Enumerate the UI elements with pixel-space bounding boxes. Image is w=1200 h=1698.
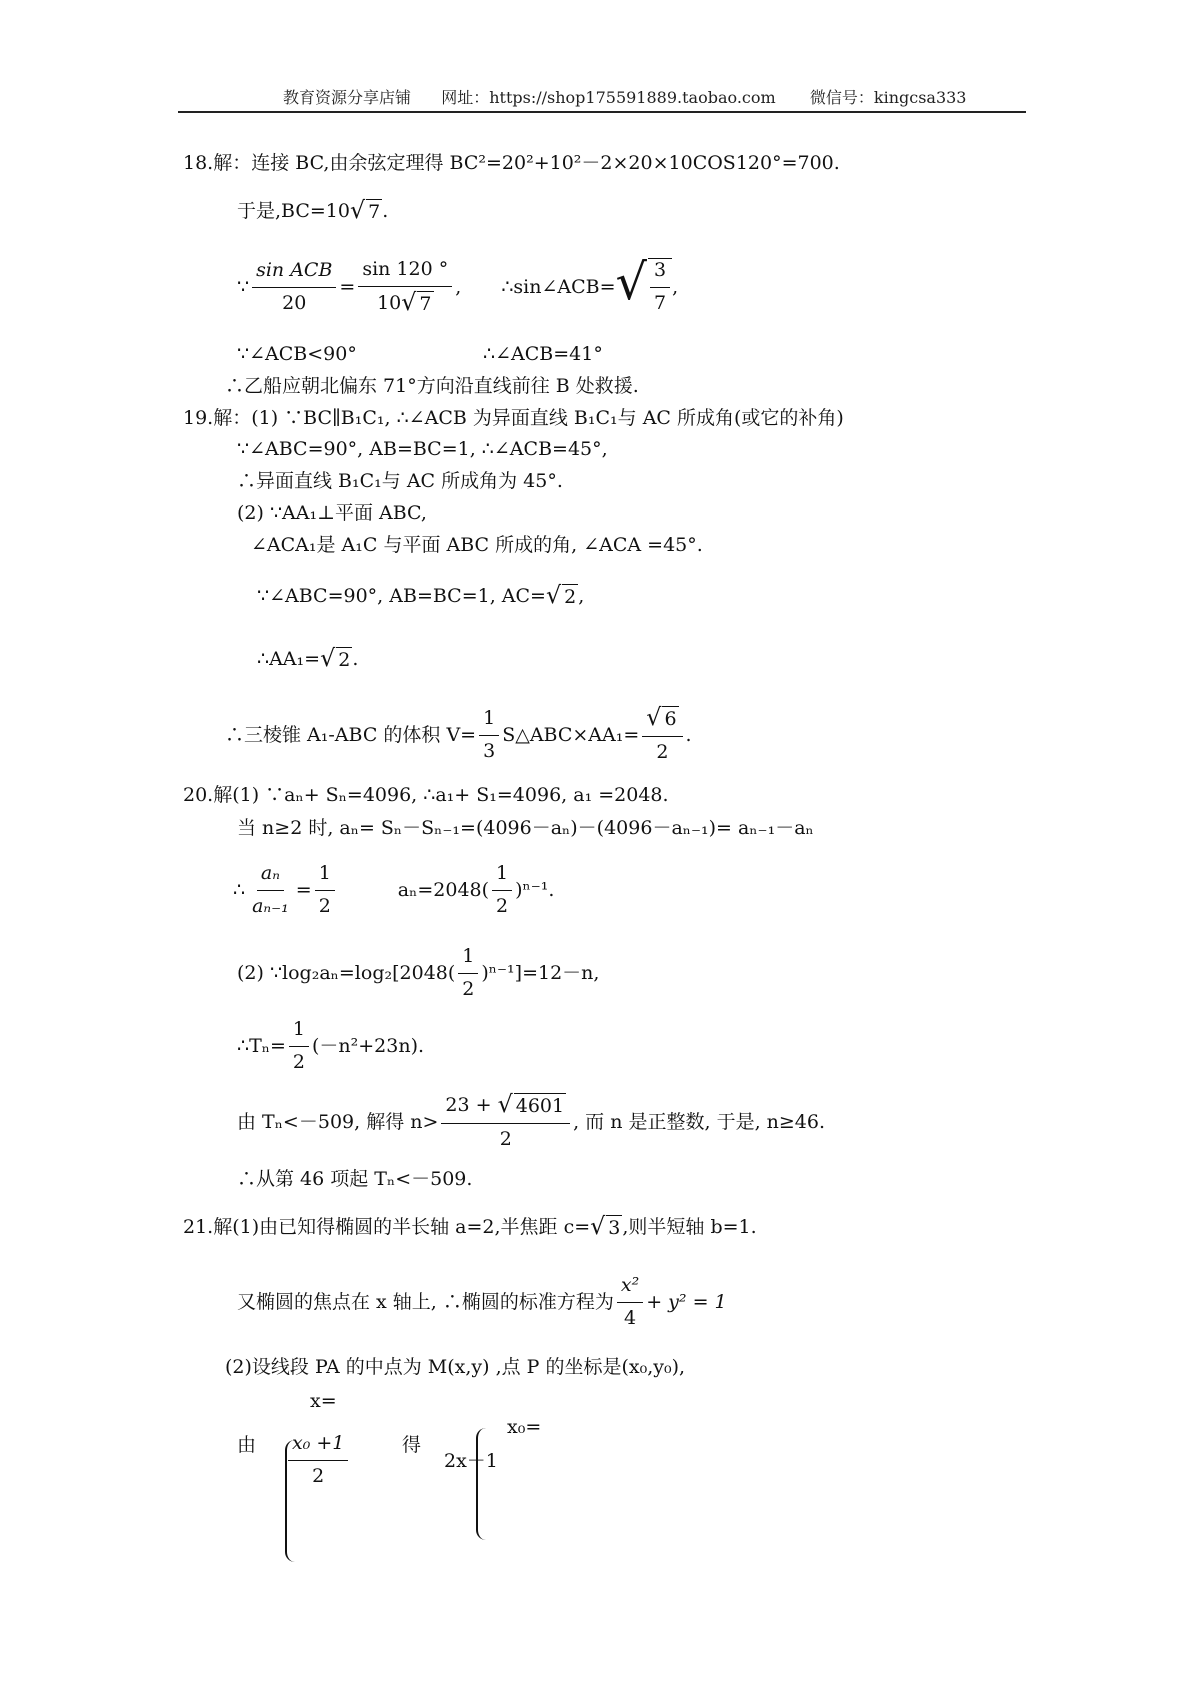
- header-site-label: 网址：: [441, 88, 490, 107]
- q19-line4: (2) ∵AA₁⊥平面 ABC,: [237, 502, 427, 524]
- q18-line4a: ∵∠ACB<90°: [237, 343, 357, 365]
- q20-line2: 当 n≥2 时, aₙ= Sₙ－Sₙ₋₁=(4096－aₙ)－(4096－aₙ₋₁)= aₙ₋₁－aₙ: [237, 817, 814, 839]
- header-site-url[interactable]: https://shop175591889.taobao.com: [489, 88, 776, 107]
- fraction-half-b: $\frac{1}{2}$: [492, 862, 512, 919]
- header-wechat: 微信号：kingcsa333: [809, 88, 967, 107]
- q19-line6: ∵∠ABC=90°, AB=BC=1, AC= √ 2 ,: [257, 581, 585, 609]
- q20-line5: ∴Tₙ= $\frac{1}{2}$ (－n²+23n).: [237, 1018, 425, 1073]
- sqrt-7b: √ 7: [401, 287, 432, 316]
- q19-line3: ∴异面直线 B₁C₁与 AC 所成角为 45°.: [237, 470, 563, 492]
- fraction-x2-over-4: $\frac{\text{x²}}{4}$: [617, 1274, 643, 1331]
- fraction-an-ratio: $\frac{\text{aₙ}}{\text{aₙ₋₁}}$: [252, 862, 289, 917]
- q21-line2: 又椭圆的焦点在 x 轴上, ∴椭圆的标准方程为 $\frac{\text{x²}}{4}$ + y² = 1: [237, 1274, 727, 1329]
- q18-line5: ∴乙船应朝北偏东 71°方向沿直线前往 B 处救援.: [225, 375, 639, 397]
- q18-line3: ∵ $\frac{\text{sin ACB}}{20}$ = sin 120 ° 10 √ 7 , ∴sin∠ACB= √ $\frac{3}{7}$ ,: [237, 253, 679, 316]
- left-brace-2: [476, 1428, 492, 1540]
- q20-line7: ∴从第 46 项起 Tₙ<－509.: [237, 1168, 473, 1190]
- q21-line3: (2)设线段 PA 的中点为 M(x,y) ,点 P 的坐标是(x₀,y₀),: [225, 1356, 686, 1378]
- fraction-sqrt6-over-2: √ 6 2: [642, 706, 682, 764]
- q18-line1: 18.解：连接 BC,由余弦定理得 BC²=20²+10²－2×20×10COS120°=700.: [183, 152, 840, 174]
- q21-frac-x0: [288, 1432, 348, 1489]
- sqrt-2: √ 2: [545, 581, 577, 609]
- fraction-half-a: $\frac{1}{2}$: [315, 862, 335, 919]
- q18-line4b: ∴∠ACB=41°: [483, 343, 603, 365]
- sqrt-3-over-7: √ $\frac{3}{7}$: [616, 258, 673, 316]
- fraction-sin-120: sin 120 ° 10 √ 7: [358, 258, 452, 316]
- q19-line2: ∵∠ABC=90°, AB=BC=1, ∴∠ACB=45°,: [237, 438, 608, 460]
- sqrt-3: √ 3: [590, 1212, 621, 1240]
- q19-line7: ∴AA₁= √ 2 .: [257, 644, 359, 672]
- q19-line8: ∴三棱锥 A₁-ABC 的体积 V= $\frac{1}{3}$ S△ABC×AA₁= √ 6 2 .: [225, 703, 692, 763]
- header-shop: 教育资源分享店铺: [283, 88, 412, 107]
- q21-by: 由: [237, 1434, 257, 1456]
- fraction-sqrt4601: 23 + √ 4601 2: [441, 1093, 570, 1151]
- q21-2x-1: 2x－1: [444, 1450, 498, 1472]
- fraction-one-third: $\frac{1}{3}$: [479, 707, 499, 764]
- q19-line1: 19.解：(1) ∵BC∥B₁C₁, ∴∠ACB 为异面直线 B₁C₁与 AC 所成角(或它的补角): [183, 407, 844, 429]
- q19-line5: ∠ACA₁是 A₁C 与平面 ABC 所成的角, ∠ACA =45°.: [251, 534, 703, 556]
- header-divider: [178, 111, 1026, 113]
- q20-line3: ∴ $\frac{\text{aₙ}}{\text{aₙ₋₁}}$ = $\frac{1}{2}$ aₙ=2048( $\frac{1}{2}$ )ⁿ⁻¹.: [233, 862, 555, 917]
- q20-line6: 由 Tₙ<－509, 解得 n> 23 + √ 4601 2 , 而 n 是正整数, 于是, n≥46.: [237, 1090, 826, 1150]
- q18-bc-text: 于是,BC=10: [237, 199, 350, 222]
- q20-line4: (2) ∵log₂aₙ=log₂[2048( $\frac{1}{2}$ )ⁿ⁻¹]=12－n,: [237, 945, 600, 1000]
- q20-line1: 20.解(1) ∵aₙ+ Sₙ=4096, ∴a₁+ S₁=4096, a₁ =2048.: [183, 784, 669, 806]
- q21-line1: 21.解(1)由已知得椭圆的半长轴 a=2,半焦距 c= √ 3 ,则半短轴 b=1.: [183, 1212, 757, 1240]
- fraction-sin-acb: $\frac{\text{sin ACB}}{20}$: [252, 259, 336, 316]
- q21-get: 得: [402, 1434, 422, 1456]
- because-sign: ∵: [237, 275, 250, 298]
- q18-line2: 于是,BC=10 √ 7 .: [237, 196, 389, 224]
- fraction-half-c: $\frac{1}{2}$: [458, 945, 478, 1002]
- fraction-x0-plus-1: $\frac{\text{x₀ +1}}{2}$: [288, 1432, 348, 1489]
- q21-x-eq: x=: [310, 1390, 337, 1412]
- page-header: [283, 88, 967, 107]
- sqrt-2b: √ 2: [320, 644, 351, 672]
- fraction-half-d: $\frac{1}{2}$: [289, 1018, 309, 1075]
- q21-x0-eq: x₀=: [507, 1416, 542, 1438]
- sqrt-7: √ 7: [350, 196, 381, 224]
- sin-acb-label: ∴sin∠ACB=: [501, 275, 616, 298]
